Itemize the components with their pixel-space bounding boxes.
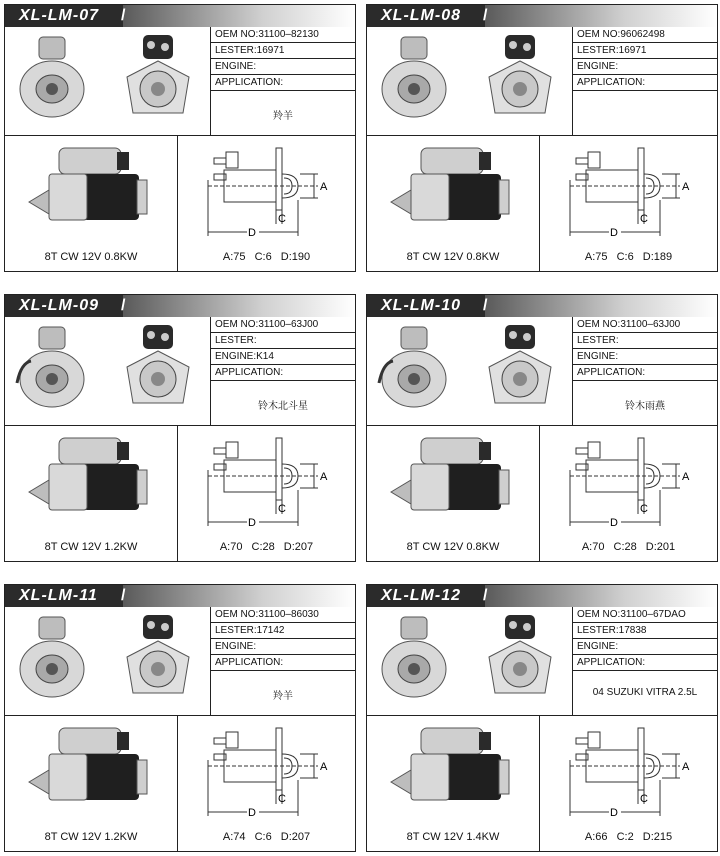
card-header [367, 585, 717, 607]
dimension-values: A:75 C:6 D:190 [222, 251, 311, 263]
starter-side-photo [25, 430, 155, 530]
dimension-diagram [178, 144, 355, 244]
oem-row: OEM NO:31100–82130 [211, 27, 355, 43]
diagram-label-c: C [640, 503, 648, 515]
info-table [211, 27, 355, 135]
photo-area [5, 607, 211, 715]
card-header [367, 5, 717, 27]
side-view-area [367, 426, 540, 561]
spec-text: 8T CW 12V 0.8KW [406, 541, 500, 553]
card-bottom [5, 716, 355, 851]
application-row: APPLICATION: [573, 365, 717, 381]
photo-area [5, 317, 211, 425]
product-card [366, 584, 718, 852]
engine-row: ENGINE:K14 [211, 349, 355, 365]
starter-side-photo [387, 720, 517, 820]
dimension-diagram [178, 434, 355, 534]
diagram-label-c: C [278, 503, 286, 515]
card-bottom [367, 716, 717, 851]
info-table [573, 27, 717, 135]
card-title: XL-LM-11 [5, 585, 123, 607]
starter-rear-photo [475, 613, 565, 703]
lester-row: LESTER:16971 [573, 43, 717, 59]
side-view-area [5, 716, 178, 851]
diagram-label-a: A [682, 471, 690, 483]
starter-side-photo [25, 140, 155, 240]
starter-rear-photo [113, 613, 203, 703]
dimension-values: A:75 C:6 D:189 [584, 251, 673, 263]
engine-row: ENGINE: [211, 639, 355, 655]
engine-row: ENGINE: [573, 59, 717, 75]
diagram-label-a: A [320, 761, 328, 773]
diagram-label-c: C [278, 793, 286, 805]
application-value: 羚羊 [273, 691, 293, 702]
application-row: APPLICATION: [573, 655, 717, 671]
application-row: APPLICATION: [211, 365, 355, 381]
card-title: XL-LM-10 [367, 295, 485, 317]
lester-row: LESTER: [573, 333, 717, 349]
header-gradient [123, 295, 355, 317]
starter-front-photo [373, 33, 463, 123]
starter-front-photo [373, 613, 463, 703]
starter-rear-photo [475, 323, 565, 413]
dimension-diagram [540, 724, 717, 824]
info-table [573, 317, 717, 425]
application-value: 04 SUZUKI VITRA 2.5L [592, 687, 698, 698]
photo-area [367, 27, 573, 135]
spec-text: 8T CW 12V 1.4KW [406, 831, 500, 843]
side-view-area [5, 426, 178, 561]
starter-rear-photo [113, 323, 203, 413]
card-top [367, 607, 717, 716]
oem-row: OEM NO:96062498 [573, 27, 717, 43]
engine-row: ENGINE: [573, 639, 717, 655]
product-card [366, 4, 718, 272]
diagram-label-d: D [248, 517, 256, 529]
diagram-label-c: C [640, 213, 648, 225]
card-top [5, 317, 355, 426]
header-slash: / [483, 297, 488, 314]
side-view-area [5, 136, 178, 271]
diagram-label-a: A [320, 181, 328, 193]
header-slash: / [483, 587, 488, 604]
diagram-label-c: C [640, 793, 648, 805]
application-row: APPLICATION: [211, 75, 355, 91]
header-gradient [485, 5, 717, 27]
diagram-label-d: D [610, 517, 618, 529]
lester-row: LESTER:17838 [573, 623, 717, 639]
starter-front-photo [11, 613, 101, 703]
oem-row: OEM NO:31100–63J00 [573, 317, 717, 333]
oem-row: OEM NO:31100–86030 [211, 607, 355, 623]
starter-side-photo [25, 720, 155, 820]
spec-text: 8T CW 12V 0.8KW [44, 251, 138, 263]
starter-rear-photo [113, 33, 203, 123]
dimension-values: A:66 C:2 D:215 [584, 831, 673, 843]
card-title: XL-LM-08 [367, 5, 485, 27]
card-top [367, 27, 717, 136]
card-title: XL-LM-09 [5, 295, 123, 317]
lester-row: LESTER:17142 [211, 623, 355, 639]
spec-text: 8T CW 12V 1.2KW [44, 541, 138, 553]
product-card [4, 584, 356, 852]
diagram-label-c: C [278, 213, 286, 225]
oem-row: OEM NO:31100–63J00 [211, 317, 355, 333]
diagram-label-a: A [320, 471, 328, 483]
application-value: 铃木雨燕 [625, 401, 665, 412]
diagram-label-d: D [248, 807, 256, 819]
header-slash: / [483, 7, 488, 24]
card-bottom [5, 136, 355, 271]
card-title: XL-LM-07 [5, 5, 123, 27]
photo-area [5, 27, 211, 135]
product-card [4, 294, 356, 562]
starter-front-photo [11, 33, 101, 123]
application-value: 铃木北斗星 [258, 401, 308, 412]
spec-text: 8T CW 12V 1.2KW [44, 831, 138, 843]
header-gradient [123, 585, 355, 607]
diagram-label-d: D [610, 227, 618, 239]
header-slash: / [121, 297, 126, 314]
dimension-diagram [540, 434, 717, 534]
info-table [211, 607, 355, 715]
product-card [4, 4, 356, 272]
application-value: 羚羊 [273, 111, 293, 122]
card-title: XL-LM-12 [367, 585, 485, 607]
info-table [211, 317, 355, 425]
header-slash: / [121, 7, 126, 24]
lester-row: LESTER: [211, 333, 355, 349]
card-header [5, 5, 355, 27]
spec-text: 8T CW 12V 0.8KW [406, 251, 500, 263]
side-view-area [367, 716, 540, 851]
card-top [5, 607, 355, 716]
diagram-label-d: D [610, 807, 618, 819]
header-gradient [123, 5, 355, 27]
diagram-label-a: A [682, 761, 690, 773]
photo-area [367, 317, 573, 425]
header-gradient [485, 585, 717, 607]
card-header [367, 295, 717, 317]
dimension-values: A:74 C:6 D:207 [222, 831, 311, 843]
card-top [367, 317, 717, 426]
application-row: APPLICATION: [211, 655, 355, 671]
starter-rear-photo [475, 33, 565, 123]
card-top [5, 27, 355, 136]
header-slash: / [121, 587, 126, 604]
card-bottom [367, 136, 717, 271]
dimension-values: A:70 C:28 D:201 [581, 541, 676, 553]
starter-front-photo [11, 323, 101, 413]
product-card [366, 294, 718, 562]
card-bottom [367, 426, 717, 561]
starter-front-photo [373, 323, 463, 413]
card-header [5, 295, 355, 317]
starter-side-photo [387, 140, 517, 240]
card-header [5, 585, 355, 607]
diagram-label-d: D [248, 227, 256, 239]
application-row: APPLICATION: [573, 75, 717, 91]
engine-row: ENGINE: [573, 349, 717, 365]
dimension-diagram [540, 144, 717, 244]
diagram-label-a: A [682, 181, 690, 193]
lester-row: LESTER:16971 [211, 43, 355, 59]
card-bottom [5, 426, 355, 561]
starter-side-photo [387, 430, 517, 530]
engine-row: ENGINE: [211, 59, 355, 75]
header-gradient [485, 295, 717, 317]
oem-row: OEM NO:31100–67DAO [573, 607, 717, 623]
dimension-diagram [178, 724, 355, 824]
dimension-values: A:70 C:28 D:207 [219, 541, 314, 553]
side-view-area [367, 136, 540, 271]
info-table [573, 607, 717, 715]
photo-area [367, 607, 573, 715]
